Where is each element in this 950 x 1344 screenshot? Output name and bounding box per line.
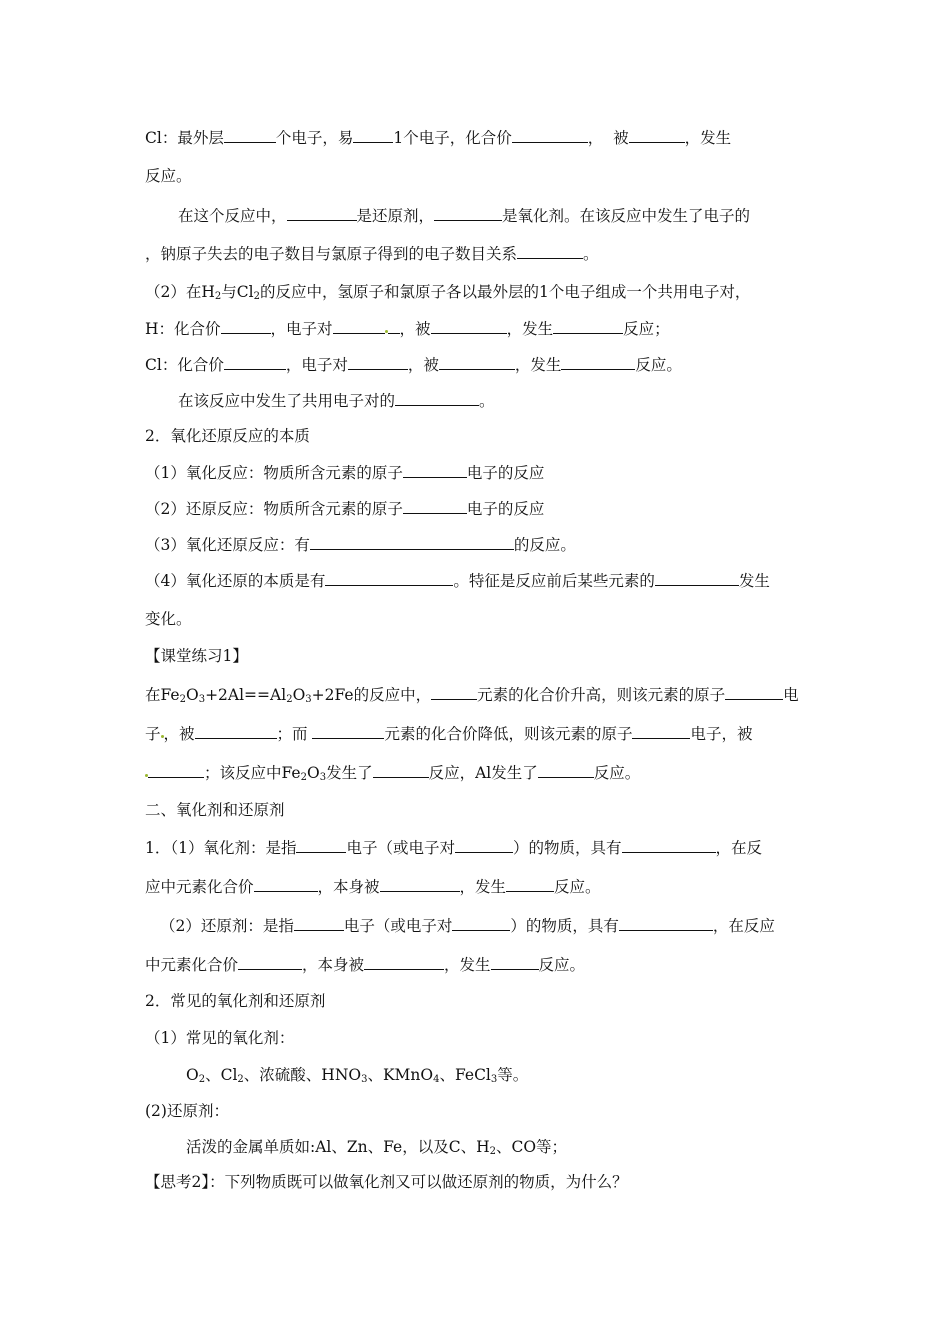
doc-line-14: 变化。 xyxy=(145,610,192,628)
doc-line-19: 二、氧化剂和还原剂 xyxy=(145,801,285,819)
doc-line-29: 【思考2】：下列物质既可以做氧化剂又可以做还原剂的物质，为什么？ xyxy=(145,1173,628,1191)
doc-line-6: H：化合价 ，电子对 ，被 ，发生 反应； xyxy=(145,320,670,338)
doc-line-12: （3）氧化还原反应：有 的反应。 xyxy=(145,536,576,554)
doc-line-8: 在该反应中发生了共用电子对的 。 xyxy=(178,392,495,410)
doc-line-17: 子 ，被 ；而 元素的化合价降低，则该元素的原子 电子，被 xyxy=(145,725,753,743)
doc-line-3: 在这个反应中， 是还原剂， 是氧化剂。在该反应中发生了电子的 xyxy=(178,207,751,225)
doc-line-26: $O_2$、$Cl_2$、浓硫酸、$HNO_3$、KMnO$_4$、FeCl$_3$等。 xyxy=(186,1066,529,1085)
doc-line-5: （2）在$H_2$与$Cl_2$的反应中，氢原子和氯原子各以最外层的1个电子组成一个共用电子对， xyxy=(145,283,751,302)
doc-line-28: 活泼的金属单质如:Al、Zn、Fe，以及C、$H_2$、CO等； xyxy=(186,1138,568,1157)
doc-line-22: （2）还原剂：是指 电子（或电子对 ）的物质，具有 ，在反应 xyxy=(160,917,775,935)
doc-line-1: Cl：最外层 个电子，易 1个电子，化合价 ， 被 ，发生 xyxy=(145,129,732,147)
doc-line-23: 中元素化合价 ，本身被 ，发生 反应。 xyxy=(145,956,586,974)
doc-line-9: 2．氧化还原反应的本质 xyxy=(145,427,310,445)
doc-line-24: 2．常见的氧化剂和还原剂 xyxy=(145,992,326,1010)
doc-line-13: （4）氧化还原的本质是有 。特征是反应前后某些元素的 发生 xyxy=(145,572,770,590)
doc-line-11: （2）还原反应：物质所含元素的原子 电子的反应 xyxy=(145,500,545,518)
doc-line-25: （1）常见的氧化剂： xyxy=(145,1029,295,1047)
doc-line-20: 1．（1）氧化剂：是指 电子（或电子对 ）的物质，具有 ，在反 xyxy=(145,839,763,857)
doc-line-21: 应中元素化合价 ，本身被 ，发生 反应。 xyxy=(145,878,601,896)
doc-line-10: （1）氧化反应：物质所含元素的原子 电子的反应 xyxy=(145,464,545,482)
doc-line-4: ，钠原子失去的电子数目与氯原子得到的电子数目关系 。 xyxy=(145,245,599,263)
doc-line-2: 反应。 xyxy=(145,167,192,185)
doc-line-18: ；该反应中$Fe_2O_3$发生了 反应，Al发生了 反应。 xyxy=(145,762,640,783)
doc-line-27: (2)还原剂： xyxy=(145,1102,229,1120)
doc-line-15: 【课堂练习1】 xyxy=(145,647,248,665)
doc-line-16: 在$Fe_2O_3+2Al==Al_2O_3+2Fe$的反应中， 元素的化合价升高，则该元素的原子 电 xyxy=(145,686,799,705)
doc-line-7: Cl：化合价 ，电子对 ，被 ，发生 反应。 xyxy=(145,356,682,374)
